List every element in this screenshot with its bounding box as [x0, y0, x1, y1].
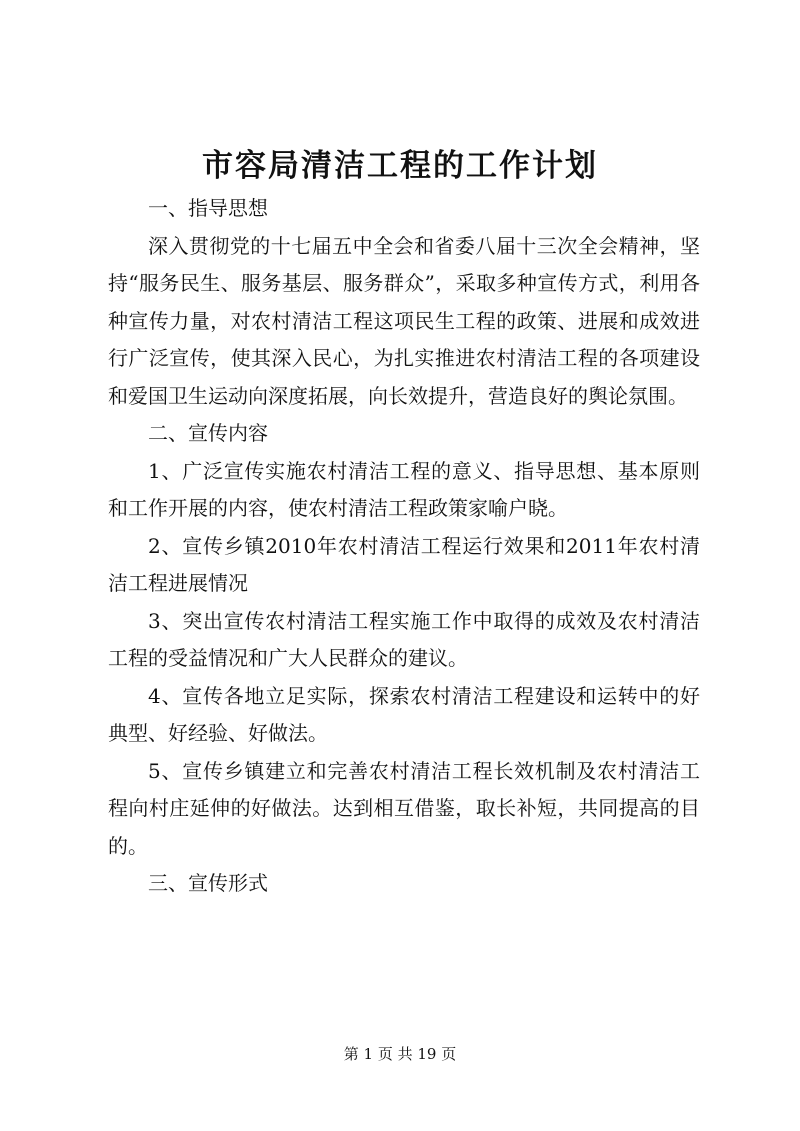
page-number-footer: 第 1 页 共 19 页 [343, 1045, 457, 1063]
document-title: 市容局清洁工程的工作计划 [202, 148, 598, 184]
paragraph-guiding-ideology: 深入贯彻党的十七届五中全会和省委八届十三次全会精神，坚持“服务民生、服务基层、服务群众”，采取多种宣传方式，利用各种宣传力量，对农村清洁工程这项民生工程的政策、进展和成效进行广泛宣传，使其深入民心，为扎实推进农村清洁工程的各项建设和爱国卫生运动向深度拓展，向长效提升，营造良好的舆论氛围。 [108, 233, 700, 408]
document-body [108, 190, 700, 903]
content-item-3: 3、突出宣传农村清洁工程实施工作中取得的成效及农村清洁工程的受益情况和广大人民群众的建议。 [108, 608, 700, 670]
content-item-1: 1、广泛宣传实施农村清洁工程的意义、指导思想、基本原则和工作开展的内容，使农村清洁工程政策家喻户晓。 [108, 458, 700, 520]
content-item-5: 5、宣传乡镇建立和完善农村清洁工程长效机制及农村清洁工程向村庄延伸的好做法。达到相互借鉴，取长补短，共同提高的目的。 [108, 758, 700, 858]
section-heading-publicity-content: 二、宣传内容 [148, 421, 268, 445]
section-heading-guiding-ideology: 一、指导思想 [148, 196, 268, 220]
content-item-2: 2、宣传乡镇2010年农村清洁工程运行效果和2011年农村清洁工程进展情况 [108, 533, 700, 595]
content-item-4: 4、宣传各地立足实际，探索农村清洁工程建设和运转中的好典型、好经验、好做法。 [108, 683, 700, 745]
section-heading-publicity-form: 三、宣传形式 [148, 871, 268, 895]
